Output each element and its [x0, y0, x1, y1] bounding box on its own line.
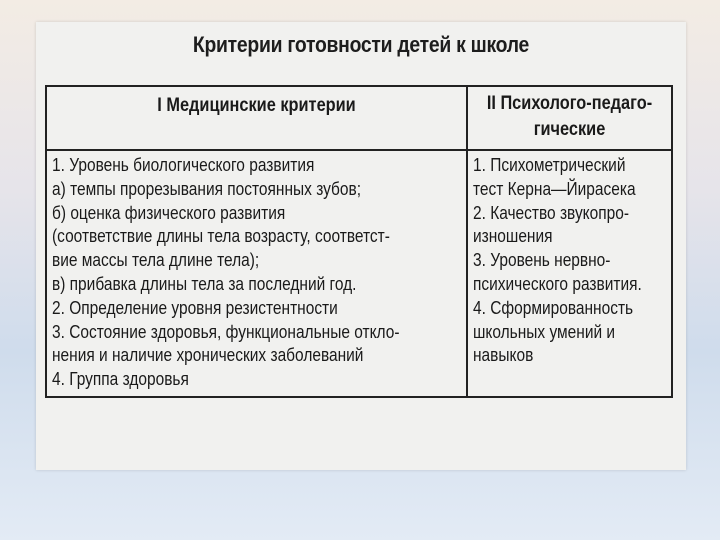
table-body-row: [46, 150, 672, 397]
psych-line: 3. Уровень нервно-: [473, 250, 611, 271]
medical-line: нения и наличие хронических заболеваний: [52, 345, 364, 366]
psych-line: психического развития.: [473, 273, 642, 294]
medical-criteria-header: I Медицинские критерии: [46, 86, 467, 150]
medical-criteria-cell: [46, 150, 467, 397]
psych-line: тест Керна—Йирасека: [473, 178, 636, 199]
psych-line: изношения: [473, 226, 553, 247]
scanned-document: [36, 22, 686, 470]
psych-line: 2. Качество звукопро-: [473, 202, 629, 223]
psych-line: школьных умений и: [473, 321, 616, 342]
table-header-row: [46, 86, 672, 150]
document-title: Критерии готовности детей к школе: [192, 32, 530, 57]
psych-criteria-cell: [467, 150, 672, 397]
psych-line: навыков: [473, 345, 534, 366]
medical-line: вие массы тела длине тела);: [52, 250, 260, 271]
medical-line: (соответствие длины тела возрасту, соответст-: [52, 226, 390, 247]
criteria-table: [45, 85, 673, 398]
psych-header-line: гические: [533, 119, 606, 140]
psych-line: 4. Сформированность: [473, 297, 634, 318]
medical-line: 2. Определение уровня резистентности: [52, 297, 338, 318]
medical-line: 3. Состояние здоровья, функциональные откло-: [52, 321, 400, 342]
psych-line: 1. Психометрический: [473, 155, 626, 175]
medical-line: 4. Группа здоровья: [52, 369, 189, 390]
psych-criteria-header: [467, 86, 672, 150]
medical-line: 1. Уровень биологического развития: [52, 155, 315, 175]
psych-header-line: II Психолого-педаго-: [486, 93, 653, 114]
medical-line: в) прибавка длины тела за последний год.: [52, 273, 357, 294]
medical-line: а) темпы прорезывания постоянных зубов;: [52, 178, 362, 199]
medical-line: б) оценка физического развития: [52, 202, 286, 223]
